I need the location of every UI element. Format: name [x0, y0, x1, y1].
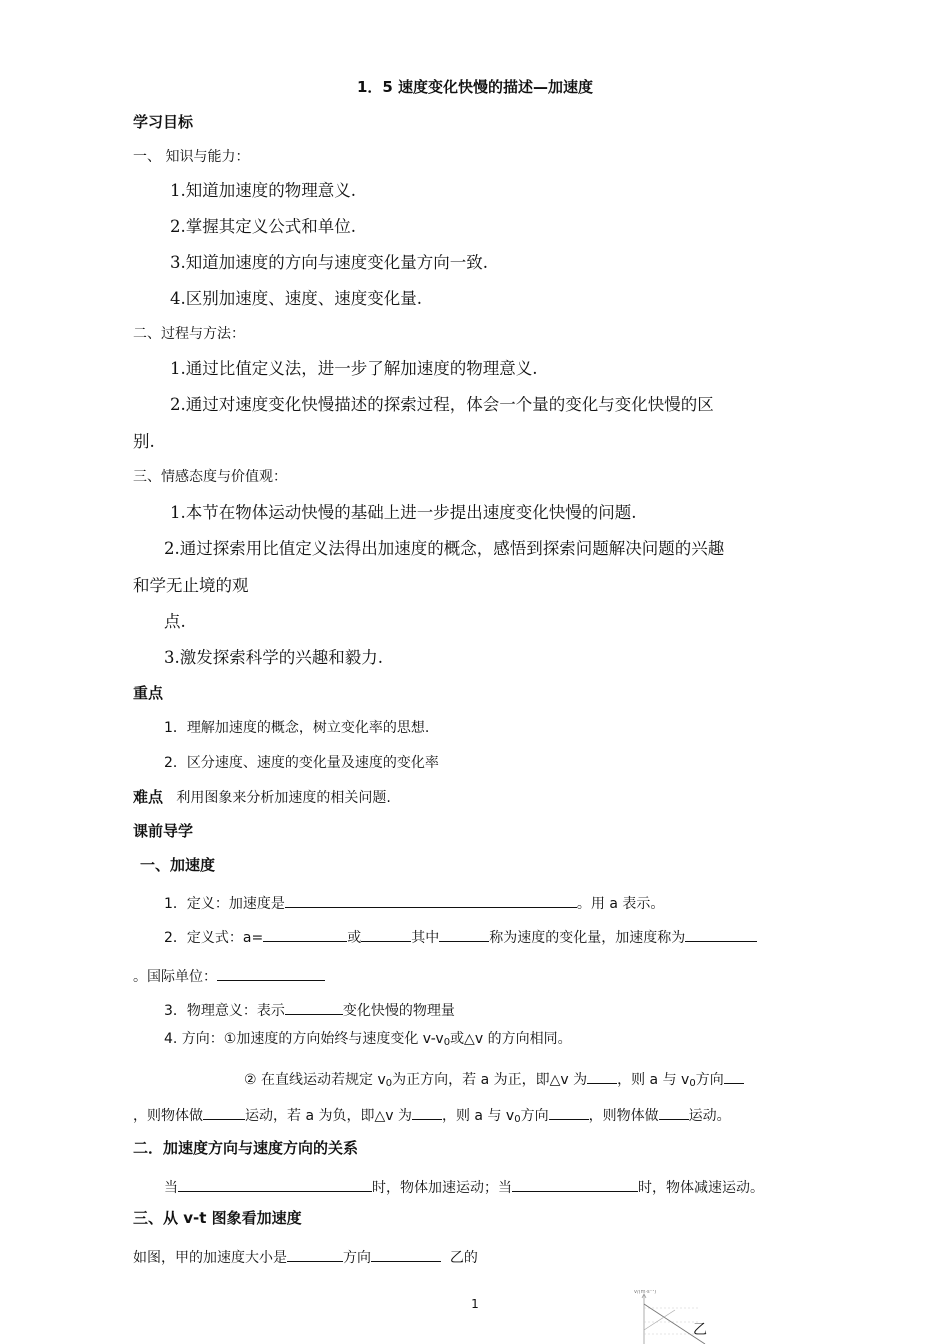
- linear-text: ，则 a 与 v: [617, 1072, 690, 1088]
- page-title: 1．5 速度变化快慢的描述—加速度: [356, 78, 594, 96]
- key-points-heading: 重点: [133, 684, 164, 702]
- direction-line: [164, 1032, 572, 1046]
- formula-desc: 称为速度的变化量，加速度称为: [489, 930, 686, 946]
- blank-definition[interactable]: [285, 892, 577, 908]
- difficulty-heading: 难点: [133, 788, 164, 806]
- formula-or: 或: [347, 930, 362, 946]
- vt-text: 如图，甲的加速度大小是: [133, 1250, 287, 1266]
- cont-text: 运动。: [688, 1108, 731, 1124]
- blank-accelerate[interactable]: [178, 1176, 372, 1192]
- unit-label: 。国际单位：: [133, 969, 217, 985]
- relation-heading: 二．加速度方向与速度方向的关系: [133, 1139, 359, 1157]
- blank-magnitude[interactable]: [287, 1246, 343, 1262]
- difficulty-text: 利用图象来分析加速度的相关问题.: [176, 790, 391, 806]
- vt-graph: [630, 1290, 730, 1344]
- direction-text: 或△v 的方向相同。: [450, 1031, 572, 1047]
- subscript: 0: [689, 1078, 696, 1089]
- blank-formula-2[interactable]: [361, 926, 411, 942]
- vt-text: 乙的: [449, 1250, 478, 1266]
- process-item: 2.通过对速度变化快慢描述的探索过程，体会一个量的变化与变化快慢的区: [170, 395, 714, 414]
- vt-line: [133, 1246, 478, 1265]
- process-heading: 二、过程与方法：: [133, 326, 245, 342]
- formula-where: 其中: [411, 930, 440, 946]
- blank-si-unit[interactable]: [217, 965, 325, 981]
- graph-series-label: 乙: [693, 1322, 707, 1338]
- blank-delta-v[interactable]: [439, 926, 489, 942]
- formula-label: 2．定义式：a=: [164, 930, 264, 946]
- definition-suffix: 。用 a 表示。: [576, 896, 665, 912]
- linear-text: ② 在直线运动若规定 v: [244, 1072, 386, 1088]
- preview-heading: 课前导学: [133, 822, 194, 840]
- relation-text: 时，物体加速运动；当: [372, 1180, 512, 1196]
- knowledge-item: 4.区别加速度、速度、速度变化量.: [170, 289, 422, 308]
- knowledge-item: 2.掌握其定义公式和单位.: [170, 217, 356, 236]
- blank-meaning[interactable]: [285, 999, 343, 1015]
- blank-formula-1[interactable]: [263, 926, 347, 942]
- emotion-item-cont: 点.: [164, 612, 186, 631]
- linear-text: 为正方向，若 a 为正，即△v 为: [392, 1072, 588, 1088]
- formula-line: [164, 926, 757, 945]
- cont-text: 运动，若 a 为负，即△v 为: [245, 1108, 412, 1124]
- blank-direction-2[interactable]: [549, 1104, 589, 1120]
- linear-motion-line: [244, 1068, 744, 1087]
- definition-line: [164, 892, 664, 911]
- relation-line: [164, 1176, 764, 1195]
- emotion-heading: 三、情感态度与价值观：: [133, 469, 287, 485]
- relation-text: 当: [164, 1180, 178, 1196]
- meaning-label: 3．物理意义：表示: [164, 1003, 285, 1019]
- process-item-cont: 别.: [133, 432, 155, 451]
- vt-text: 方向: [343, 1250, 371, 1266]
- knowledge-item: 1.知道加速度的物理意义.: [170, 181, 356, 200]
- subscript: 0: [514, 1114, 521, 1125]
- key-point-item: 1．理解加速度的概念，树立变化率的思想.: [164, 720, 430, 736]
- subscript: 0: [385, 1078, 393, 1089]
- motion-cont-line: [133, 1104, 731, 1123]
- cont-text: ，则物体做: [588, 1108, 659, 1124]
- blank-delta-v-sign[interactable]: [587, 1068, 617, 1084]
- difficulty-line: [133, 790, 391, 805]
- direction-text: 4. 方向：①加速度的方向始终与速度变化 v-v: [164, 1031, 444, 1047]
- blank-rate-name[interactable]: [685, 926, 757, 942]
- emotion-item: 1.本节在物体运动快慢的基础上进一步提出速度变化快慢的问题.: [170, 503, 637, 522]
- blank-delta-v-sign-2[interactable]: [412, 1104, 442, 1120]
- process-item: 1.通过比值定义法，进一步了解加速度的物理意义.: [170, 359, 538, 378]
- meaning-suffix: 变化快慢的物理量: [342, 1003, 455, 1019]
- blank-motion-2[interactable]: [659, 1104, 689, 1120]
- definition-label: 1．定义：加速度是: [164, 896, 285, 912]
- blank-motion-1[interactable]: [203, 1104, 245, 1120]
- objectives-heading: 学习目标: [133, 113, 194, 131]
- cont-text: ，则物体做: [133, 1108, 203, 1124]
- blank-direction-3[interactable]: [371, 1246, 441, 1262]
- acceleration-heading: 一、加速度: [140, 856, 216, 874]
- emotion-item-cont: 和学无止境的观: [133, 576, 249, 595]
- page-number: 1: [471, 1297, 479, 1311]
- blank-direction-1[interactable]: [724, 1068, 744, 1084]
- series-line: [644, 1310, 675, 1330]
- cont-text: 方向: [520, 1108, 549, 1124]
- subscript: 0: [443, 1037, 451, 1048]
- emotion-item: 2.通过探索用比值定义法得出加速度的概念，感悟到探索问题解决问题的兴趣: [164, 539, 725, 558]
- relation-text: 时，物体减速运动。: [638, 1180, 764, 1196]
- cont-text: ，则 a 与 v: [441, 1108, 515, 1124]
- knowledge-item: 3.知道加速度的方向与速度变化量方向一致.: [170, 253, 488, 272]
- unit-line: [133, 965, 325, 984]
- graph-y-label: v/(m·s⁻¹): [634, 1290, 657, 1295]
- knowledge-heading: 一、 知识与能力：: [133, 149, 250, 165]
- linear-text: 方向: [695, 1072, 724, 1088]
- blank-decelerate[interactable]: [512, 1176, 638, 1192]
- meaning-line: [164, 999, 455, 1018]
- emotion-item: 3.激发探索科学的兴趣和毅力.: [164, 648, 383, 667]
- vt-heading: 三、从 v-t 图象看加速度: [133, 1209, 302, 1227]
- key-point-item: 2．区分速度、速度的变化量及速度的变化率: [164, 755, 439, 771]
